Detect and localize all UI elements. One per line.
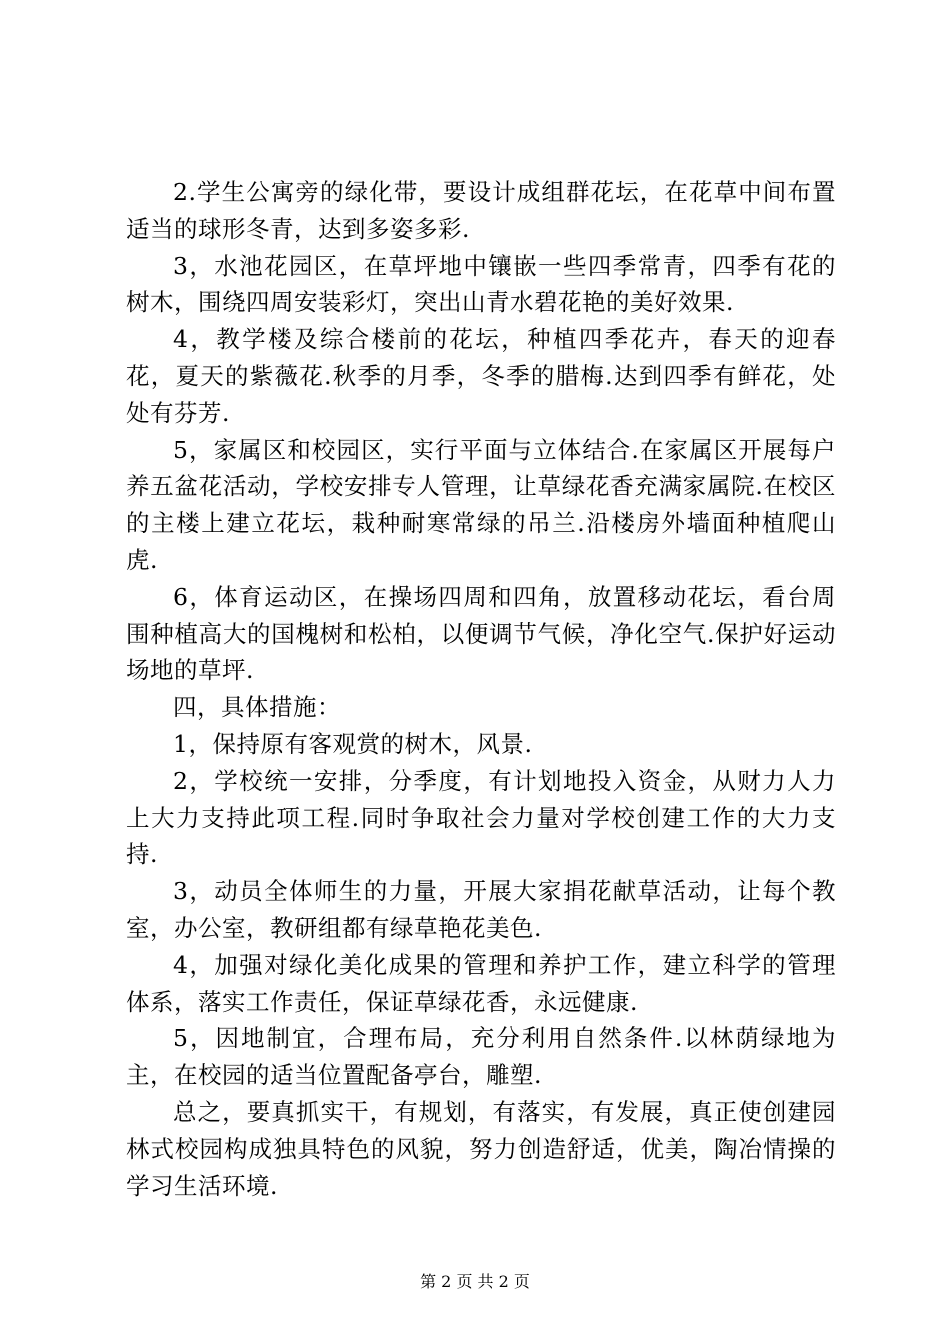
paragraph: 3，水池花园区，在草坪地中镶嵌一些四季常青，四季有花的树木，围绕四周安装彩灯，突出山青水碧花艳的美好效果. [126, 251, 836, 317]
paragraph: 4，加强对绿化美化成果的管理和养护工作，建立科学的管理体系，落实工作责任，保证草绿花香，永远健康. [126, 950, 836, 1016]
page-footer: 第 2 页 共 2 页 [420, 1272, 530, 1291]
document-body [126, 174, 836, 1204]
paragraph: 2.学生公寓旁的绿化带，要设计成组群花坛，在花草中间布置适当的球形冬青，达到多姿多彩. [126, 178, 836, 243]
paragraph: 6，体育运动区，在操场四周和四角，放置移动花坛，看台周围种植高大的国槐树和松柏，以便调节气候，净化空气.保护好运动场地的草坪. [126, 582, 836, 685]
paragraph: 1，保持原有客观赏的树木，风景. [173, 729, 533, 758]
conclusion-paragraph: 总之，要真抓实干，有规划，有落实，有发展，真正使创建园林式校园构成独具特色的风貌，努力创造舒适，优美，陶冶情操的学习生活环境. [126, 1097, 836, 1200]
section-heading: 四，具体措施： [173, 693, 341, 722]
paragraph: 4，教学楼及综合楼前的花坛，种植四季花卉，春天的迎春花，夏天的紫薇花.秋季的月季，冬季的腊梅.达到四季有鲜花，处处有芬芳. [126, 325, 836, 427]
paragraph: 2，学校统一安排，分季度，有计划地投入资金，从财力人力上大力支持此项工程.同时争取社会力量对学校创建工作的大力支持. [126, 766, 836, 869]
paragraph: 5，因地制宜，合理布局，充分利用自然条件.以林荫绿地为主，在校园的适当位置配备亭台，雕塑. [126, 1024, 836, 1090]
paragraph: 5，家属区和校园区，实行平面与立体结合.在家属区开展每户养五盆花活动，学校安排专人管理，让草绿花香充满家属院.在校区的主楼上建立花坛，栽种耐寒常绿的吊兰.沿楼房外墙面种植爬山虎. [126, 435, 836, 574]
paragraph: 3，动员全体师生的力量，开展大家捐花献草活动，让每个教室，办公室，教研组都有绿草艳花美色. [126, 877, 836, 942]
